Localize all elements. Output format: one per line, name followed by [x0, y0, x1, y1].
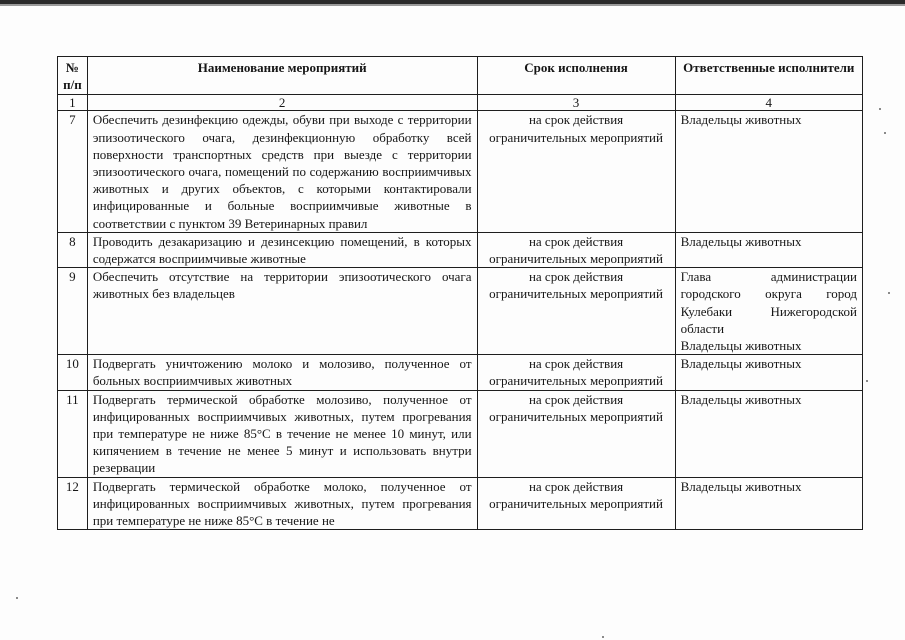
scan-top-border-shadow — [0, 4, 905, 6]
row-number: 9 — [58, 268, 88, 355]
header-name: Наименование мероприятий — [87, 57, 477, 95]
measure-responsible: Владельцы животных — [675, 111, 862, 232]
column-index: 1 — [58, 95, 88, 111]
table-row — [58, 355, 863, 390]
scan-speck — [866, 380, 868, 382]
measure-name: Проводить дезакаризацию и дезинсекцию помещений, в которых содержатся восприимчивые животные — [87, 232, 477, 267]
scan-speck — [879, 108, 881, 110]
header-num: № п/п — [58, 57, 88, 95]
table-row — [58, 390, 863, 477]
measure-term: на срок действия ограничительных мероприятий — [477, 355, 675, 390]
measure-name: Подвергать термической обработке молоко, полученное от инфицированных восприимчивых животных, путем прогревания при температуре не ниже 85°С в течение не — [87, 477, 477, 530]
column-index: 4 — [675, 95, 862, 111]
table-row — [58, 268, 863, 355]
measure-responsible: Владельцы животных — [675, 355, 862, 390]
column-index: 2 — [87, 95, 477, 111]
measure-term: на срок действия ограничительных мероприятий — [477, 111, 675, 232]
measure-term: на срок действия ограничительных мероприятий — [477, 477, 675, 530]
table-header-row — [58, 57, 863, 95]
measure-name: Подвергать термической обработке молозиво, полученное от инфицированных восприимчивых животных, путем прогревания при температуре не ниже 85°С в течение не менее 10 минут, или кипячением в течение не менее 5 минут и использовать внутри резервации — [87, 390, 477, 477]
responsible-owners: Владельцы животных — [680, 338, 802, 354]
column-index-row — [58, 95, 863, 111]
row-number: 10 — [58, 355, 88, 390]
measure-term: на срок действия ограничительных мероприятий — [477, 390, 675, 477]
table-row — [58, 232, 863, 267]
table-row — [58, 477, 863, 530]
measure-name: Обеспечить отсутствие на территории эпизоотического очага животных без владельцев — [87, 268, 477, 355]
scan-speck — [888, 292, 890, 294]
responsible-administration: Глава администрации городского округа город Кулебаки Нижегородской области — [680, 269, 857, 336]
row-number: 12 — [58, 477, 88, 530]
header-term: Срок исполнения — [477, 57, 675, 95]
table-row — [58, 111, 863, 232]
measures-table — [57, 56, 863, 530]
measure-responsible: Владельцы животных — [675, 232, 862, 267]
header-resp: Ответственные исполнители — [675, 57, 862, 95]
scan-speck — [602, 636, 604, 638]
row-number: 8 — [58, 232, 88, 267]
measure-term: на срок действия ограничительных мероприятий — [477, 232, 675, 267]
column-index: 3 — [477, 95, 675, 111]
row-number: 11 — [58, 390, 88, 477]
measure-responsible: Владельцы животных — [675, 477, 862, 530]
measure-name: Обеспечить дезинфекцию одежды, обуви при выходе с территории эпизоотического очага, дезинфекционную обработку всей поверхности транспортных средств при выезде с территории эпизоотического очага, помещений по содержанию восприимчивых животных и других объектов, с которыми контактировали инфицированные и больные восприимчивые животные в соответствии с пунктом 39 Ветеринарных правил — [87, 111, 477, 232]
scan-speck — [884, 132, 886, 134]
measure-name: Подвергать уничтожению молоко и молозиво, полученное от больных восприимчивых животных — [87, 355, 477, 390]
measure-responsible — [675, 268, 862, 355]
measure-term: на срок действия ограничительных мероприятий — [477, 268, 675, 355]
measure-responsible: Владельцы животных — [675, 390, 862, 477]
row-number: 7 — [58, 111, 88, 232]
scan-speck — [16, 597, 18, 599]
